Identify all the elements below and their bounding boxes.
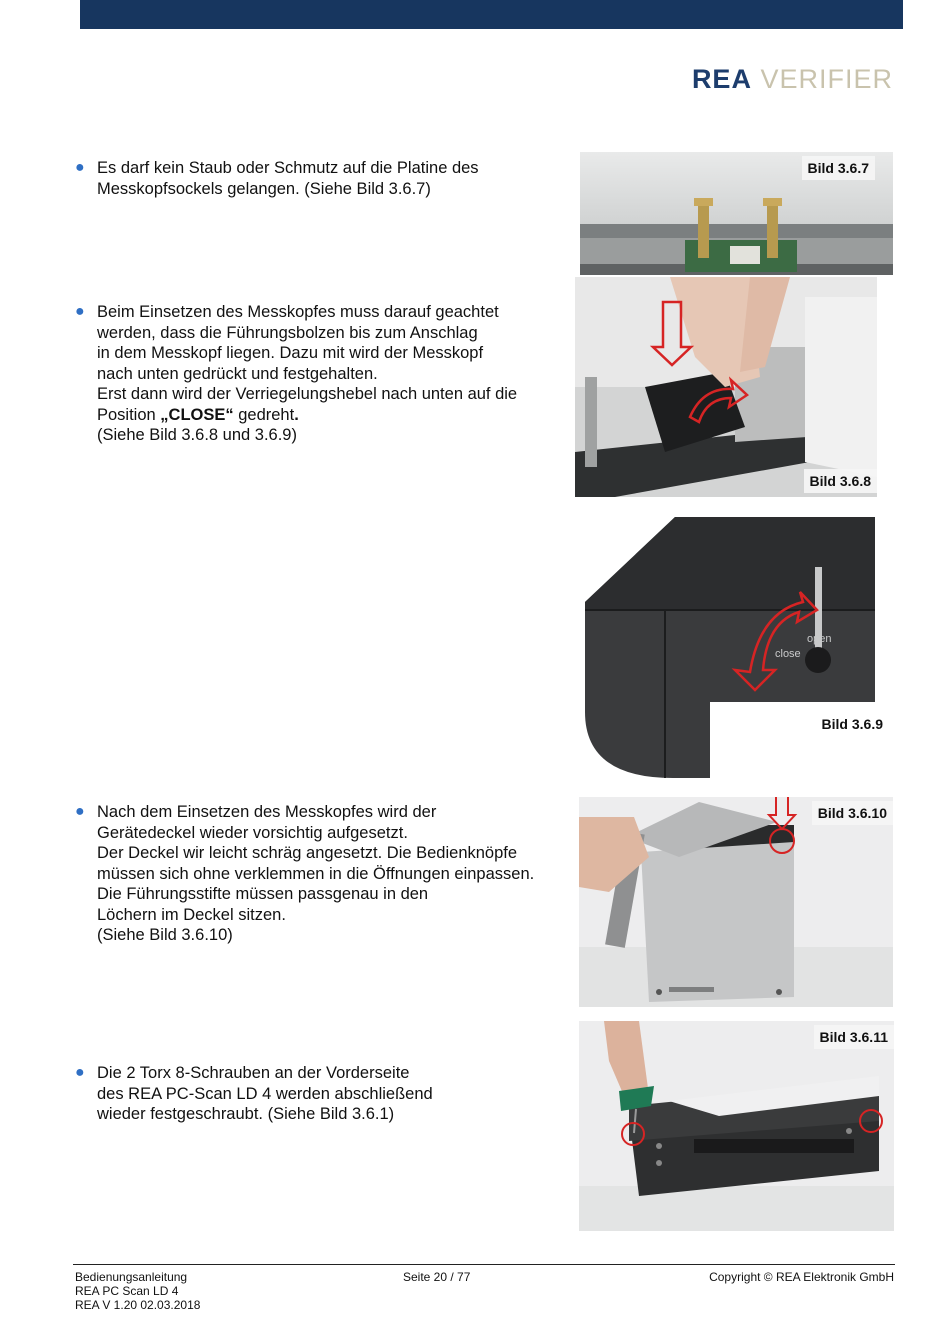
figure-caption: Bild 3.6.11 [814,1025,894,1049]
figure-3-6-8 [575,277,877,497]
brand-logo [692,64,893,95]
text-line: (Siehe Bild 3.6.10) [97,926,233,944]
text-part: gedreht [233,405,295,424]
text-line: Beim Einsetzen des Messkopfes muss darauf geachtet [97,303,499,321]
close-keyword: „CLOSE“ [160,405,234,424]
brand-light: VERIFIER [760,64,893,94]
footer-left [75,1270,200,1312]
text-line: Erst dann wird der Verriegelungshebel nach unten auf die [97,385,518,403]
text-line [97,405,577,426]
text-line: Die 2 Torx 8-Schrauben an der Vorderseite [97,1064,410,1082]
figure-caption: Bild 3.6.8 [804,469,877,493]
text-line: des REA PC-Scan LD 4 werden abschließend [97,1084,433,1103]
text-part: . [294,405,299,424]
lever-open-label: open [807,633,832,645]
text-line: Gerätedeckel wieder vorsichtig aufgesetzt. [97,823,408,842]
figure-3-6-7 [580,152,893,275]
text-line: Messkopfsockels gelangen. (Siehe Bild 3.6.7) [97,179,431,198]
footer-version: REA V 1.20 02.03.2018 [75,1298,201,1312]
text-line: müssen sich ohne verklemmen in die Öffnungen einpassen. [97,864,535,883]
footer-doc-type: Bedienungsanleitung [75,1270,188,1284]
inserting-head-photo [575,277,877,497]
text-line: wieder festgeschraubt. (Siehe Bild 3.6.1) [97,1105,395,1123]
bullet-icon: ● [75,803,85,820]
bullet-icon: ● [75,303,85,320]
cover-mounting-photo [579,797,893,1007]
text-line: Nach dem Einsetzen des Messkopfes wird der [97,803,437,821]
bullet-icon: ● [75,1064,85,1081]
text-line: in dem Messkopf liegen. Dazu mit wird der Messkopf [97,344,484,362]
lever-close-label: close [775,648,801,660]
page-number: Seite 20 / 77 [403,1270,471,1284]
brand-bold: REA [691,64,752,94]
locking-lever-photo [585,512,893,778]
figure-3-6-10 [579,797,893,1007]
footer-copyright: Copyright © REA Elektronik GmbH [709,1270,894,1284]
text-line: werden, dass die Führungsbolzen bis zum Anschlag [97,323,478,342]
torx-screws-photo [579,1021,894,1231]
text-line: Der Deckel wir leicht schräg angesetzt. Die Bedienknöpfe [97,844,518,862]
header-bar [80,0,903,29]
text-line: (Siehe Bild 3.6.8 und 3.6.9) [97,426,297,444]
text-line: Es darf kein Staub oder Schmutz auf die Platine des [97,159,479,177]
figure-caption: Bild 3.6.7 [802,156,875,180]
footer-divider [73,1264,895,1265]
text-part: Position [97,405,161,424]
figure-3-6-9 [585,512,893,778]
figure-caption: Bild 3.6.10 [812,801,893,825]
figure-3-6-11 [579,1021,894,1231]
figure-caption: Bild 3.6.9 [816,712,889,736]
bullet-icon: ● [75,159,85,176]
footer-product: REA PC Scan LD 4 [75,1284,179,1298]
text-line: Die Führungsstifte müssen passgenau in den [97,885,429,903]
text-line: Löchern im Deckel sitzen. [97,905,286,924]
text-line: nach unten gedrückt und festgehalten. [97,364,378,383]
